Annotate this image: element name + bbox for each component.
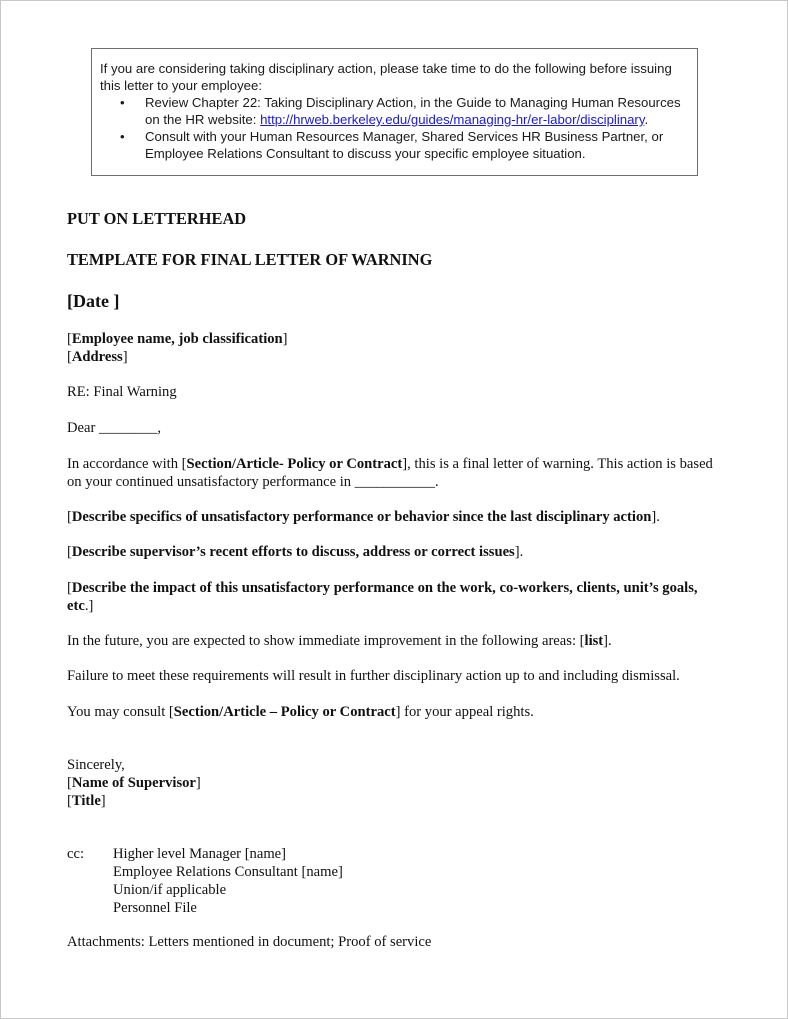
notice-box xyxy=(91,48,698,176)
cc-item: Personnel File xyxy=(113,900,197,916)
notice-bullet-item xyxy=(100,94,695,128)
notice-intro: If you are considering taking disciplinary action, please take time to do the following before issuing this letter to your employee: xyxy=(100,61,672,93)
paragraph-6: Failure to meet these requirements will result in further disciplinary action up to and including dismissal. xyxy=(67,668,680,684)
cc-item: Union/if applicable xyxy=(113,882,227,898)
paragraph-1: In accordance with [Section/Article- Policy or Contract], this is a final letter of warning. This action is based on your continued unsatisfactory performance in ___________. xyxy=(67,456,713,490)
bullet-icon: • xyxy=(120,95,125,110)
paragraph-4: [Describe the impact of this unsatisfactory performance on the work, co-workers, clients, unit’s goals, etc.] xyxy=(67,580,698,614)
template-title: TEMPLATE FOR FINAL LETTER OF WARNING xyxy=(67,250,433,269)
closing: Sincerely, xyxy=(67,757,125,773)
re-line: RE: Final Warning xyxy=(67,384,177,400)
notice-bullet-item xyxy=(100,128,695,162)
cc-label: cc: xyxy=(67,846,85,862)
cc-line xyxy=(67,845,343,863)
paragraph-7: You may consult [Section/Article – Policy or Contract] for your appeal rights. xyxy=(67,704,534,720)
cc-item: Higher level Manager [name] xyxy=(113,846,287,862)
hr-guide-link[interactable]: http://hrweb.berkeley.edu/guides/managing-hr/er-labor/disciplinary xyxy=(260,112,645,127)
supervisor-title-line: [Title] xyxy=(67,793,106,809)
letterhead-heading: PUT ON LETTERHEAD xyxy=(67,209,247,228)
recipient-name-line: [Employee name, job classification] xyxy=(67,331,288,347)
supervisor-name-line: [Name of Supervisor] xyxy=(67,775,201,791)
letter-date: [Date ] xyxy=(67,291,120,311)
attachments-line: Attachments: Letters mentioned in document; Proof of service xyxy=(67,934,432,950)
paragraph-2: [Describe specifics of unsatisfactory performance or behavior since the last disciplinary action]. xyxy=(67,509,660,525)
paragraph-5: In the future, you are expected to show immediate improvement in the following areas: [list]. xyxy=(67,633,612,649)
recipient-address-line: [Address] xyxy=(67,349,128,365)
notice-bullet-text: Consult with your Human Resources Manager, Shared Services HR Business Partner, or Employee Relations Consultant to discuss your specific employee situation. xyxy=(145,129,664,161)
notice-list xyxy=(100,94,695,162)
notice-bullet-text: Review Chapter 22: Taking Disciplinary Action, in the Guide to Managing Human Resources on the HR website: xyxy=(145,95,681,127)
salutation: Dear ________, xyxy=(67,420,162,436)
recipient-block xyxy=(67,330,288,366)
cc-block xyxy=(67,845,343,917)
paragraph-3: [Describe supervisor’s recent efforts to discuss, address or correct issues]. xyxy=(67,544,524,560)
signature-block xyxy=(67,756,201,810)
cc-item: Employee Relations Consultant [name] xyxy=(113,864,343,880)
notice-bullet-text-end: . xyxy=(644,112,649,127)
bullet-icon: • xyxy=(120,129,125,144)
